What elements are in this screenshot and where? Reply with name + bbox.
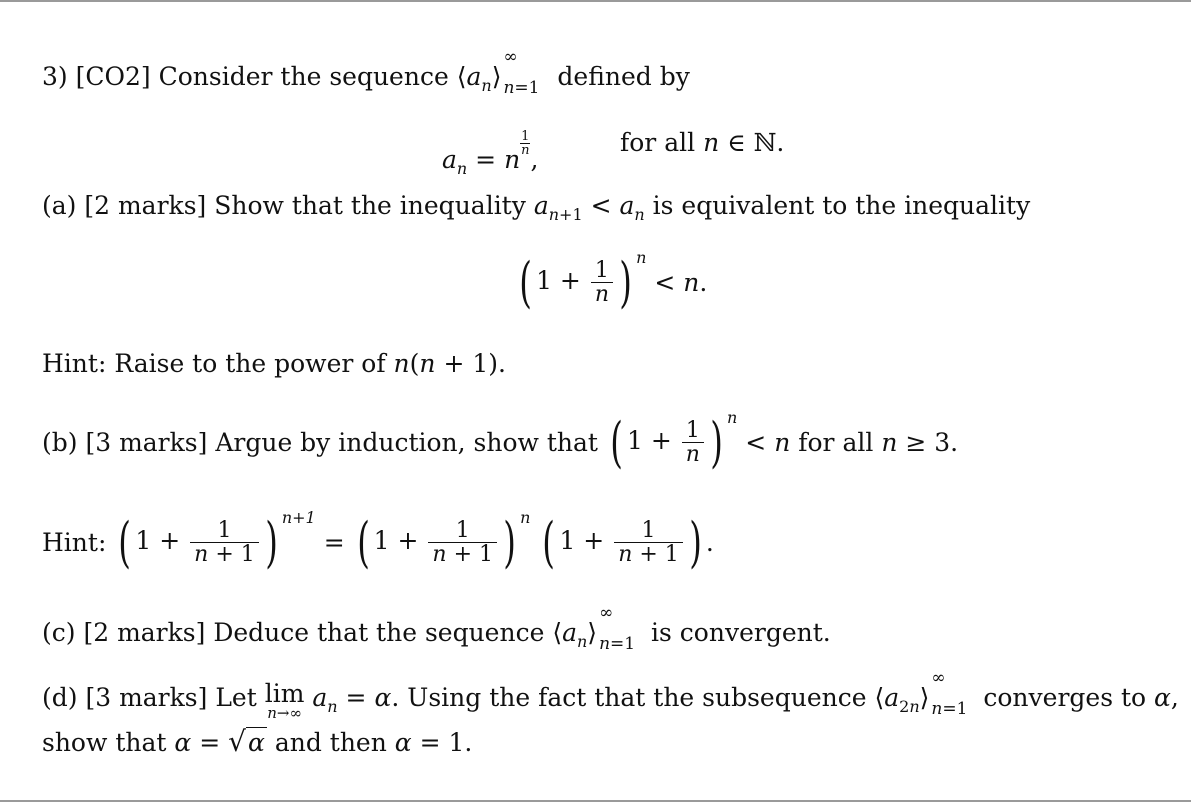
part-d-conclusion: show that α = √α and then α = 1. — [42, 725, 473, 758]
part-b-statement: (b) [3 marks] Argue by induction, show that ( 1 + $\frac{1}{n}$ ) $^n$ < n for all n ≥ 3. — [42, 408, 959, 474]
defined-by-text: defined by — [557, 62, 690, 91]
part-a-target-inequality: ( 1 + $\frac{1}{n}$ ) $^n$ < n. — [519, 248, 708, 314]
bottom-rule — [0, 800, 1191, 802]
part-b-label: (b) — [42, 428, 78, 457]
problem-number: 3) — [42, 62, 68, 91]
part-c-marks: [2 marks] — [83, 618, 206, 647]
sequence-definition: $a_n = n$ $\frac{1}{n}$ , — [442, 129, 539, 178]
problem-header — [42, 47, 690, 98]
part-c-label: (c) — [42, 618, 76, 647]
sequence-notation: $⟨a_n⟩$ ∞ $_{n=1}$ — [456, 47, 540, 98]
part-c-statement: (c) [2 marks] Deduce that the sequence $⟨a_n⟩$ ∞ $_{n=1}$ is convergent. — [42, 603, 831, 654]
part-a-label: (a) — [42, 191, 77, 220]
part-a-statement: (a) [2 marks] Show that the inequality $a_{n+1} < a_n$ is equivalent to the inequality — [42, 191, 1031, 224]
top-rule — [0, 0, 1191, 2]
part-d-statement: (d) [3 marks] Let lim n→∞ $a_n = \alpha$. Using the fact that the subsequence $⟨a_{2n}⟩$ ∞ $_{n=1}$ converges to α, — [42, 668, 1179, 722]
part-a-hint: Hint: Raise to the power of n(n + 1). — [42, 349, 506, 378]
definition-domain: for all n ∈ ℕ. — [620, 128, 785, 157]
part-b-marks: [3 marks] — [85, 428, 208, 457]
part-a-marks: [2 marks] — [84, 191, 207, 220]
part-b-hint: Hint: ( 1 + $\frac{1}{n + 1}$ ) $^{n+1}$ = ( 1 + $\frac{1}{n + 1}$ ) $^n$ ( 1 + $\frac{1}{n + 1}$ ) . — [42, 508, 714, 574]
problem-tag: [CO2] — [75, 62, 151, 91]
problem-intro: Consider the sequence — [158, 62, 449, 91]
part-d-label: (d) — [42, 683, 78, 712]
part-d-marks: [3 marks] — [85, 683, 208, 712]
